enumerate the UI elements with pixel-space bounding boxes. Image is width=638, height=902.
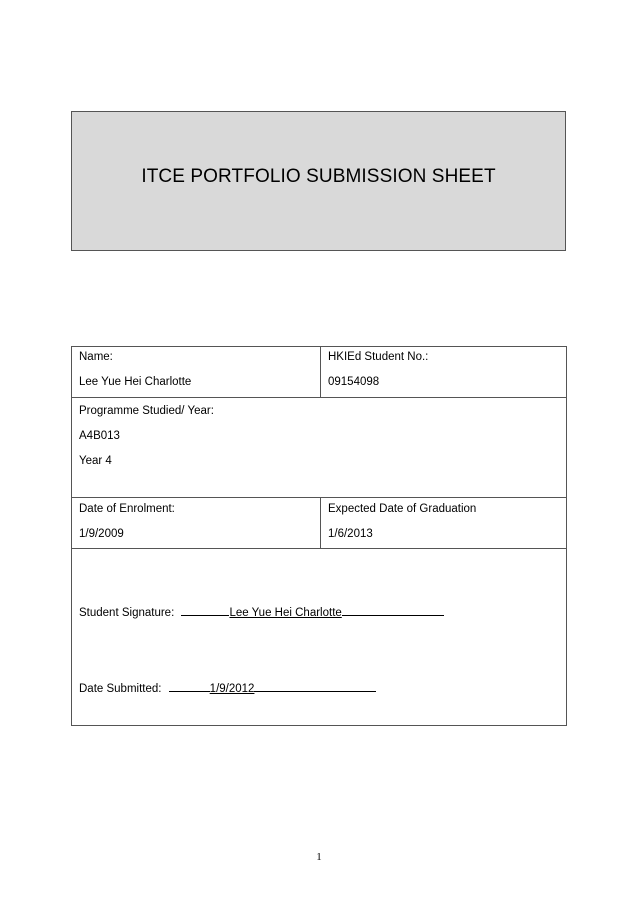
graduation-cell — [321, 498, 566, 548]
name-value: Lee Yue Hei Charlotte — [79, 376, 192, 388]
date-submitted-value: 1/9/2012 — [209, 683, 255, 695]
name-row — [72, 347, 566, 398]
graduation-value: 1/6/2013 — [328, 528, 373, 540]
programme-row — [72, 398, 566, 498]
dates-row — [72, 498, 566, 549]
programme-cell — [72, 398, 566, 497]
enrolment-label: Date of Enrolment: — [79, 503, 175, 515]
signature-label: Student Signature: — [79, 607, 175, 619]
enrolment-cell — [72, 498, 321, 548]
signature-blank-right — [342, 604, 444, 616]
student-no-cell — [321, 347, 566, 397]
signature-blank-left — [181, 604, 229, 616]
year-value: Year 4 — [79, 455, 112, 467]
name-label: Name: — [79, 351, 113, 363]
programme-label: Programme Studied/ Year: — [79, 405, 214, 417]
signature-row — [72, 549, 566, 725]
name-cell — [72, 347, 321, 397]
date-blank-right — [254, 680, 376, 692]
signature-cell — [72, 549, 566, 725]
programme-value: A4B013 — [79, 430, 120, 442]
student-no-value: 09154098 — [328, 376, 380, 388]
enrolment-value: 1/9/2009 — [79, 528, 124, 540]
document-title: ITCE PORTFOLIO SUBMISSION SHEET — [141, 166, 496, 187]
date-submitted-line — [79, 680, 376, 693]
signature-line — [79, 604, 444, 617]
signature-value: Lee Yue Hei Charlotte — [229, 607, 342, 619]
date-submitted-label: Date Submitted: — [79, 683, 162, 695]
graduation-label: Expected Date of Graduation — [328, 503, 477, 515]
page-number: 1 — [316, 851, 322, 863]
submission-form — [71, 346, 567, 726]
title-box — [71, 111, 566, 251]
date-blank-left — [169, 680, 210, 692]
student-no-label: HKIEd Student No.: — [328, 351, 429, 363]
